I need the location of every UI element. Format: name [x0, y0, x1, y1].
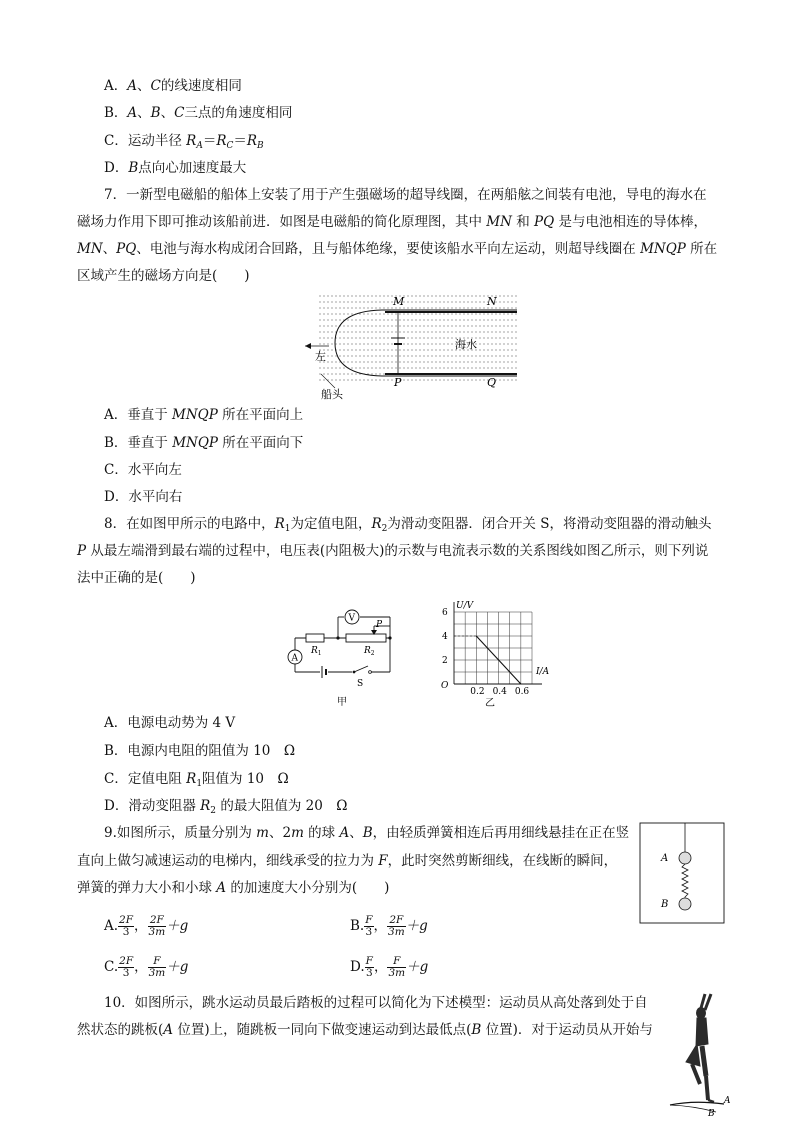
- caption-jia: 甲: [337, 697, 347, 708]
- q7-option-d: D．水平向右: [104, 489, 183, 505]
- q8-line-1: 8．在如图甲所示的电路中，$R_1$为定值电阻，$R_2$为滑动变阻器．闭合开关 S，将滑动变阻器的滑动触头: [104, 516, 712, 534]
- diver-icon: [686, 994, 714, 1102]
- q7-line-1: 7．一新型电磁船的船体上安装了用于产生强磁场的超导线圈，在两船舷之间装有电池，导电的海水在: [104, 187, 707, 203]
- label-r1: $R_1$: [311, 646, 322, 657]
- q7-line-3: MN、PQ、电池与海水构成闭合回路，且与船体绝缘，要使该船水平向左运动，则超导线圈在 MNQP 所在: [77, 241, 718, 257]
- q9-line-3: 弹簧的弹力大小和小球 A 的加速度大小分别为( ): [77, 880, 390, 896]
- label-b: B: [708, 1109, 715, 1118]
- q8-option-d: D．滑动变阻器 $R_2$ 的最大阻值为 20 Ω: [104, 798, 348, 816]
- q8-option-a: A．电源电动势为 4 V: [104, 715, 236, 731]
- label-a: A: [661, 853, 669, 864]
- q10-diver-figure: [664, 988, 734, 1118]
- label-n: N: [487, 295, 497, 308]
- label-bow: 船头: [321, 388, 343, 401]
- q8-circuit-diagram: [280, 602, 410, 710]
- q10-line-2: 然状态的跳板(A 位置)上，随跳板一同向下做变速运动到达最低点(B 位置)．对于运动员从开始与: [77, 1022, 653, 1038]
- y-tick-label: 2: [442, 656, 448, 666]
- q6-option-a: A．A、C的线速度相同: [104, 78, 242, 94]
- x-tick-label: 0.6: [514, 687, 530, 697]
- q7-line-2: 磁场力作用下即可推动该船前进．如图是电磁船的简化原理图，其中 MN 和 PQ 是与电池相连的导体棒，: [77, 214, 707, 230]
- q8-option-c: C．定值电阻 $R_1$阻值为 10 Ω: [104, 771, 289, 789]
- chart-title: 乙: [485, 698, 495, 709]
- label-v: V: [348, 613, 355, 624]
- q7-ship-diagram: [295, 288, 535, 402]
- q10-line-1: 10．如图所示，跳水运动员最后踏板的过程可以简化为下述模型：运动员从高处落到处于自: [104, 995, 648, 1011]
- label-p: P: [394, 376, 402, 389]
- q9-option-d: D. $\frac{F}{3}$ ， $\frac{F}{3m}$ ＋g: [350, 955, 429, 979]
- label-a: A: [724, 1096, 731, 1106]
- label-left: 左: [315, 350, 326, 363]
- q9-option-b: B. $\frac{F}{3}$ ， $\frac{2F}{3m}$ ＋g: [350, 914, 428, 938]
- q7-option-b: B．垂直于 MNQP 所在平面向下: [104, 435, 304, 451]
- label-b: B: [661, 899, 669, 910]
- y-tick-label: 6: [442, 608, 448, 618]
- ball-a: [679, 852, 691, 864]
- chart-axes: [454, 602, 542, 684]
- chart-ylabel: U/V: [456, 601, 474, 611]
- q8-line-2: P 从最左端滑到最右端的过程中，电压表(内阻极大)的示数与电流表示数的关系图线如图乙所示，则下列说: [77, 543, 709, 559]
- springboard: [670, 1102, 724, 1105]
- q6-option-b: B．A、B、C三点的角速度相同: [104, 105, 293, 121]
- ball-b: [679, 898, 691, 910]
- q9-option-c: C. $\frac{2F}{3}$ ， $\frac{F}{3m}$ ＋g: [104, 955, 189, 979]
- ship-hull: [335, 310, 517, 376]
- label-sea: 海水: [455, 338, 477, 351]
- label-p: P: [376, 620, 383, 630]
- sea-hatching: [319, 296, 517, 380]
- chart-grid: [454, 612, 532, 684]
- q6-option-c: C．运动半径 $R_A=R_C=R_B$: [104, 133, 264, 151]
- q8-line-3: 法中正确的是( ): [77, 570, 196, 586]
- q8-ui-chart: [436, 600, 566, 712]
- q7-option-a: A．垂直于 MNQP 所在平面向上: [104, 407, 304, 423]
- y-tick-label: 4: [442, 632, 448, 642]
- label-m: M: [393, 295, 405, 308]
- q7-line-4: 区域产生的磁场方向是( ): [77, 268, 250, 284]
- resistor-r1: [306, 634, 324, 642]
- q9-line-1: 9.如图所示，质量分别为 m、2m 的球 A、B，由轻质弹簧相连后再用细线悬挂在正在竖: [104, 825, 630, 841]
- x-tick-label: 0.2: [470, 687, 485, 697]
- chart-xlabel: I/A: [536, 667, 550, 677]
- resistor-r2: [346, 634, 386, 642]
- q6-option-d: D．B点向心加速度最大: [104, 160, 247, 176]
- label-s: S: [357, 679, 364, 689]
- label-q: Q: [487, 376, 497, 389]
- label-a: A: [291, 653, 298, 664]
- switch-lever: [354, 666, 368, 672]
- q9-option-a: A. $\frac{2F}{3}$ ， $\frac{2F}{3m}$ ＋g: [104, 914, 189, 938]
- chart-origin: O: [441, 681, 449, 691]
- q8-option-b: B．电源内电阻的阻值为 10 Ω: [104, 743, 296, 759]
- q9-line-2: 直向上做匀减速运动的电梯内，细线承受的拉力为 F，此时突然剪断细线，在线断的瞬间，: [77, 853, 618, 869]
- q7-option-c: C．水平向左: [104, 462, 182, 478]
- q9-elevator-diagram: [639, 822, 727, 926]
- x-tick-label: 0.4: [492, 687, 507, 697]
- label-r2: $R_2$: [364, 646, 375, 657]
